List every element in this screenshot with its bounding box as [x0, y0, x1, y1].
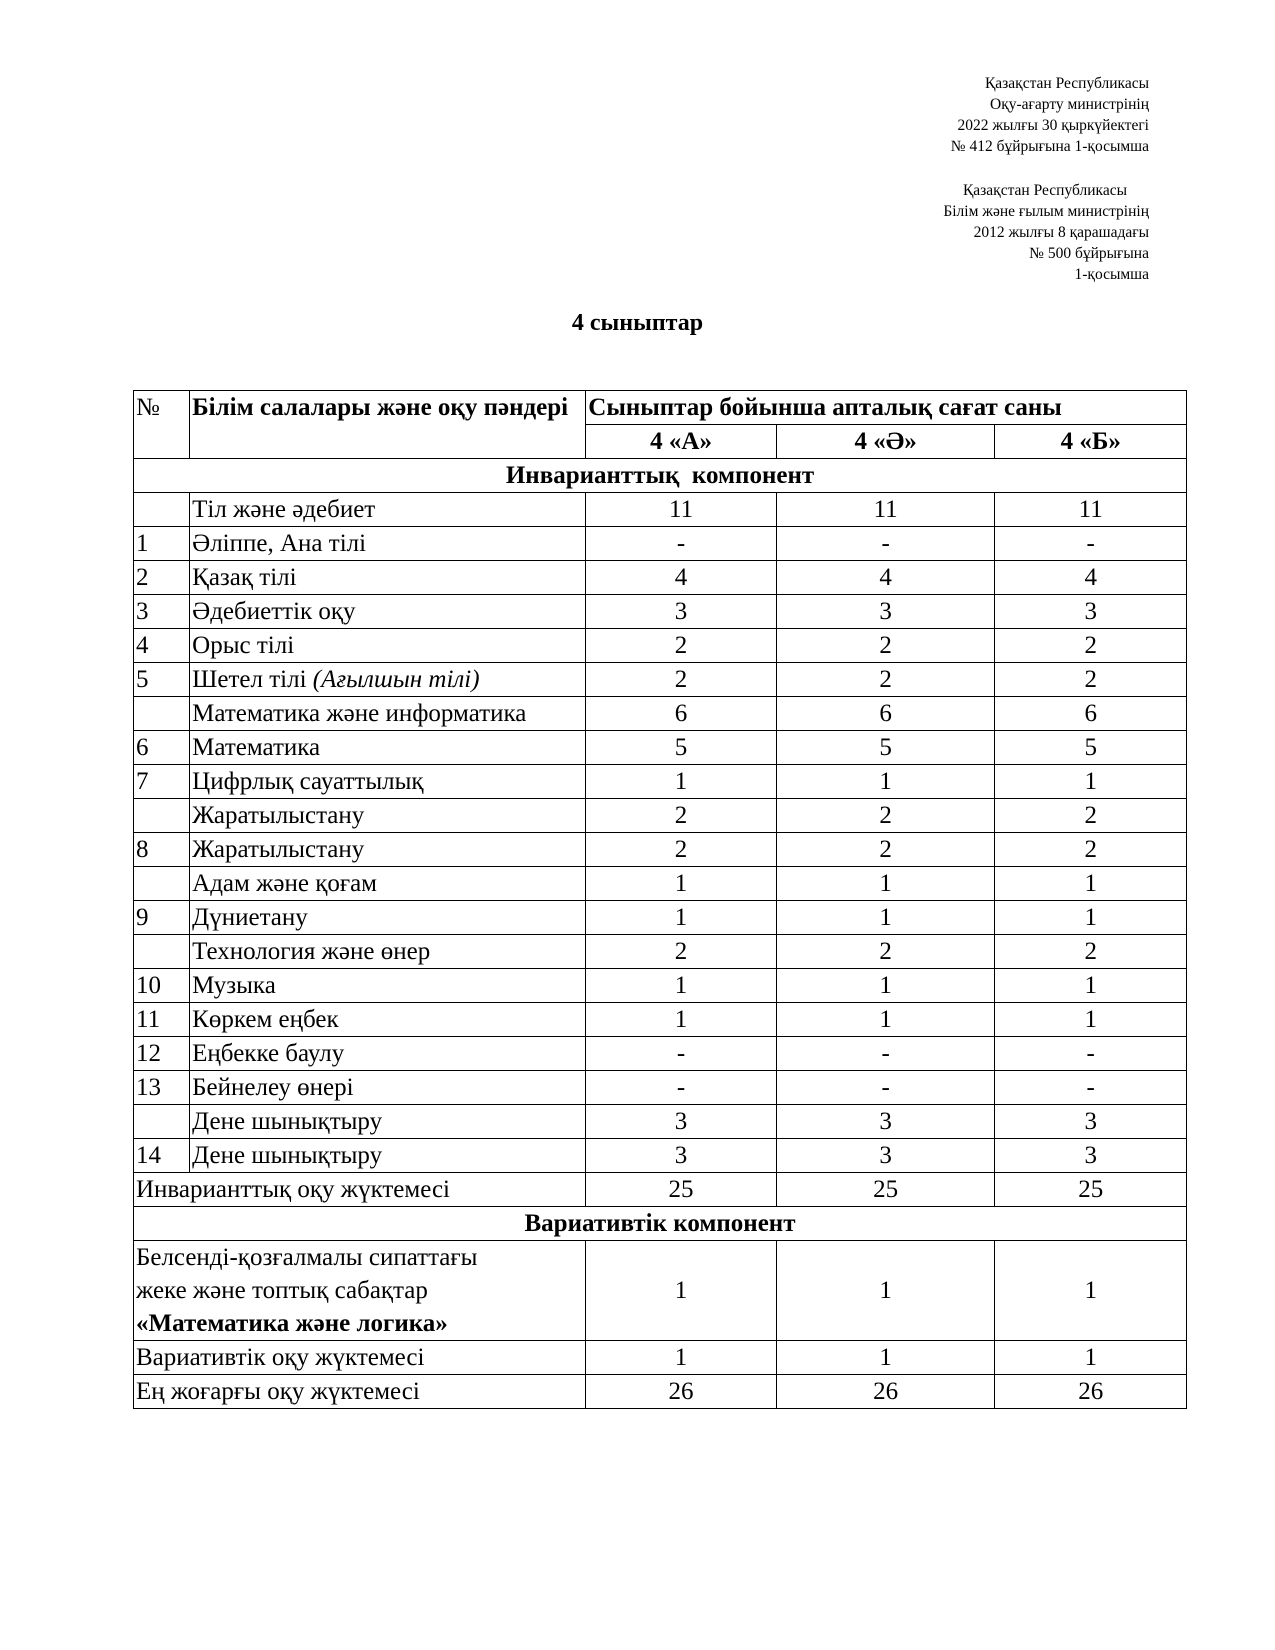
row-value-b: 1 — [995, 969, 1187, 1003]
row-value-a: 3 — [586, 1139, 777, 1173]
row-value-a: 4 — [586, 561, 777, 595]
annex-header-1-line: 2022 жылғы 30 қыркүйектегі — [957, 117, 1149, 134]
row-value-a: 3 — [586, 595, 777, 629]
table-row — [134, 969, 1187, 1003]
row-value-a: 1 — [586, 901, 777, 935]
row-value-ae: 2 — [776, 935, 995, 969]
row-subject — [190, 969, 586, 1003]
row-number — [134, 867, 190, 901]
row-value-b: - — [995, 527, 1187, 561]
row-value-a: 2 — [586, 833, 777, 867]
row-value-b: 2 — [995, 799, 1187, 833]
table-row — [134, 765, 1187, 799]
row-subject-label: Тіл және әдебиет — [192, 496, 376, 523]
section-row-variative — [134, 1207, 1187, 1241]
page-title: 4 сыныптар — [571, 310, 704, 336]
total-value-a: 26 — [586, 1375, 777, 1409]
row-subject — [190, 561, 586, 595]
row-number — [134, 493, 190, 527]
row-subject — [190, 867, 586, 901]
row-value-a: 1 — [586, 867, 777, 901]
row-subject — [190, 493, 586, 527]
total-value-ae: 26 — [776, 1375, 995, 1409]
row-value-ae: 3 — [776, 1105, 995, 1139]
row-value-a: 2 — [586, 663, 777, 697]
variative-value-a: 1 — [586, 1241, 777, 1341]
row-value-a: 1 — [586, 765, 777, 799]
row-subject — [190, 1139, 586, 1173]
total-value-b: 1 — [995, 1341, 1187, 1375]
annex-header-1 — [951, 73, 1149, 157]
row-number — [134, 935, 190, 969]
row-subject — [190, 731, 586, 765]
row-subject-label: Бейнелеу өнері — [192, 1074, 354, 1101]
row-number: 8 — [134, 833, 190, 867]
column-header-class-a: 4 «А» — [586, 425, 777, 459]
curriculum-table — [133, 390, 1187, 1409]
row-subject-label: Көркем еңбек — [192, 1006, 339, 1033]
row-number: 9 — [134, 901, 190, 935]
row-value-ae: 3 — [776, 595, 995, 629]
row-value-b: 2 — [995, 935, 1187, 969]
row-value-ae: 1 — [776, 901, 995, 935]
variative-value-b: 1 — [995, 1241, 1187, 1341]
row-value-b: 5 — [995, 731, 1187, 765]
row-value-b: 4 — [995, 561, 1187, 595]
row-value-a: 1 — [586, 1003, 777, 1037]
row-value-a: - — [586, 527, 777, 561]
variative-subject — [134, 1241, 586, 1341]
row-number: 11 — [134, 1003, 190, 1037]
total-label: Инварианттық оқу жүктемесі — [134, 1173, 586, 1207]
table-row — [134, 595, 1187, 629]
row-subject-label: Еңбекке баулу — [192, 1040, 345, 1067]
total-value-ae: 25 — [776, 1173, 995, 1207]
table-row — [134, 697, 1187, 731]
row-subject — [190, 1003, 586, 1037]
section-title-invariant: Инварианттық компонент — [134, 459, 1187, 493]
row-value-ae: 6 — [776, 697, 995, 731]
table-row — [134, 629, 1187, 663]
row-value-b: 1 — [995, 867, 1187, 901]
table-row — [134, 1037, 1187, 1071]
row-value-a: - — [586, 1071, 777, 1105]
total-value-b: 25 — [995, 1173, 1187, 1207]
variative-subject-line: жеке және топтық сабақтар — [136, 1277, 428, 1304]
row-subject-label: Адам және қоғам — [192, 870, 378, 897]
row-value-ae: 1 — [776, 1003, 995, 1037]
row-subject — [190, 901, 586, 935]
row-number — [134, 1105, 190, 1139]
annex-header-2-line: № 500 бұйрығына — [1029, 245, 1149, 262]
column-header-class-ae: 4 «Ә» — [776, 425, 995, 459]
row-subject-label: Цифрлық сауаттылық — [192, 768, 424, 795]
total-label: Ең жоғарғы оқу жүктемесі — [134, 1375, 586, 1409]
row-subject-label: Жаратылыстану — [192, 802, 365, 829]
total-value-a: 1 — [586, 1341, 777, 1375]
row-subject-label: Дүниетану — [192, 904, 308, 931]
row-value-ae: 1 — [776, 969, 995, 1003]
annex-header-2-line: 2012 жылғы 8 қарашадағы — [973, 224, 1149, 241]
row-subject-label: Жаратылыстану — [192, 836, 365, 863]
row-value-ae: - — [776, 527, 995, 561]
row-value-a: 5 — [586, 731, 777, 765]
row-subject — [190, 935, 586, 969]
row-subject-label: Математика және информатика — [192, 700, 527, 727]
row-subject-label: Шетел тілі — [192, 666, 313, 693]
column-header-class-b: 4 «Б» — [995, 425, 1187, 459]
row-value-ae: 3 — [776, 1139, 995, 1173]
row-value-b: 6 — [995, 697, 1187, 731]
row-value-a: 3 — [586, 1105, 777, 1139]
variative-subject-line: Белсенді-қозғалмалы сипаттағы — [136, 1244, 478, 1271]
row-value-ae: 2 — [776, 629, 995, 663]
column-header-subject: Білім салалары және оқу пәндері — [190, 391, 586, 459]
row-subject — [190, 833, 586, 867]
row-subject-label: Технология және өнер — [192, 938, 431, 965]
row-value-ae: 2 — [776, 663, 995, 697]
section-title-variative: Вариативтік компонент — [134, 1207, 1187, 1241]
row-number — [134, 799, 190, 833]
row-number: 13 — [134, 1071, 190, 1105]
table-row — [134, 1003, 1187, 1037]
annex-header-1-line: Оқу-ағарту министрінің — [990, 96, 1149, 113]
row-number: 1 — [134, 527, 190, 561]
row-value-a: - — [586, 1037, 777, 1071]
row-number: 6 — [134, 731, 190, 765]
table-row — [134, 799, 1187, 833]
annex-header-2-line: Білім және ғылым министрінің — [943, 203, 1149, 220]
row-value-b: 3 — [995, 595, 1187, 629]
table-row — [134, 901, 1187, 935]
row-value-ae: 1 — [776, 765, 995, 799]
row-subject — [190, 1037, 586, 1071]
row-value-ae: - — [776, 1037, 995, 1071]
row-value-b: 1 — [995, 901, 1187, 935]
table-row — [134, 935, 1187, 969]
row-subject-label: Музыка — [192, 972, 276, 999]
annex-header-2-line: Қазақстан Республикасы — [962, 182, 1127, 199]
row-value-ae: 1 — [776, 867, 995, 901]
row-number: 5 — [134, 663, 190, 697]
total-value-b: 26 — [995, 1375, 1187, 1409]
row-value-ae: 11 — [776, 493, 995, 527]
annex-header-2 — [943, 180, 1149, 285]
row-subject — [190, 663, 586, 697]
row-value-a: 2 — [586, 935, 777, 969]
row-subject — [190, 799, 586, 833]
row-number: 12 — [134, 1037, 190, 1071]
row-value-ae: 5 — [776, 731, 995, 765]
row-subject-label: Әдебиеттік оқу — [192, 598, 356, 625]
annex-header-1-line: Қазақстан Республикасы — [984, 75, 1149, 92]
row-value-b: 2 — [995, 833, 1187, 867]
table-row — [134, 731, 1187, 765]
row-value-b: - — [995, 1037, 1187, 1071]
row-subject — [190, 1071, 586, 1105]
row-value-ae: 2 — [776, 799, 995, 833]
total-value-a: 25 — [586, 1173, 777, 1207]
row-subject — [190, 629, 586, 663]
variative-subject-name: «Математика және логика» — [136, 1310, 448, 1337]
table-row — [134, 1139, 1187, 1173]
row-number: 2 — [134, 561, 190, 595]
row-subject — [190, 527, 586, 561]
row-subject — [190, 595, 586, 629]
row-value-a: 2 — [586, 799, 777, 833]
row-subject-note: (Ағылшын тілі) — [312, 666, 480, 693]
row-value-b: 2 — [995, 629, 1187, 663]
table-header-row — [134, 391, 1187, 425]
row-subject-label: Дене шынықтыру — [192, 1142, 383, 1169]
table-row — [134, 1071, 1187, 1105]
row-value-a: 2 — [586, 629, 777, 663]
total-label: Вариативтік оқу жүктемесі — [134, 1341, 586, 1375]
row-value-b: 1 — [995, 765, 1187, 799]
table-row — [134, 527, 1187, 561]
row-subject-label: Орыс тілі — [192, 632, 295, 659]
row-number — [134, 697, 190, 731]
annex-header-2-line: 1-қосымша — [1074, 266, 1149, 283]
row-subject — [190, 697, 586, 731]
row-subject — [190, 765, 586, 799]
row-number: 4 — [134, 629, 190, 663]
row-value-ae: 2 — [776, 833, 995, 867]
row-value-b: 2 — [995, 663, 1187, 697]
row-number: 3 — [134, 595, 190, 629]
row-value-b: - — [995, 1071, 1187, 1105]
row-value-b: 11 — [995, 493, 1187, 527]
row-subject — [190, 1105, 586, 1139]
table-row — [134, 867, 1187, 901]
column-header-number: № — [134, 391, 190, 459]
total-row-variative — [134, 1341, 1187, 1375]
row-number: 10 — [134, 969, 190, 1003]
table-row — [134, 663, 1187, 697]
annex-header-1-line: № 412 бұйрығына 1-қосымша — [950, 138, 1149, 155]
row-subject-label: Қазақ тілі — [192, 564, 297, 591]
total-row-invariant — [134, 1173, 1187, 1207]
row-subject-label: Дене шынықтыру — [192, 1108, 383, 1135]
table-row — [134, 1105, 1187, 1139]
row-value-b: 3 — [995, 1105, 1187, 1139]
table-row — [134, 833, 1187, 867]
row-value-b: 3 — [995, 1139, 1187, 1173]
variative-row — [134, 1241, 1187, 1341]
row-value-ae: - — [776, 1071, 995, 1105]
total-value-ae: 1 — [776, 1341, 995, 1375]
table-row — [134, 493, 1187, 527]
table-row — [134, 561, 1187, 595]
row-value-b: 1 — [995, 1003, 1187, 1037]
variative-value-ae: 1 — [776, 1241, 995, 1341]
row-value-ae: 4 — [776, 561, 995, 595]
row-value-a: 6 — [586, 697, 777, 731]
row-subject-label: Әліппе, Ана тілі — [192, 530, 367, 557]
row-number: 7 — [134, 765, 190, 799]
row-number: 14 — [134, 1139, 190, 1173]
row-subject-label: Математика — [192, 734, 321, 761]
row-value-a: 11 — [586, 493, 777, 527]
total-row-max — [134, 1375, 1187, 1409]
column-header-hours: Сыныптар бойынша апталық сағат саны — [586, 391, 1187, 425]
row-value-a: 1 — [586, 969, 777, 1003]
section-row-invariant — [134, 459, 1187, 493]
